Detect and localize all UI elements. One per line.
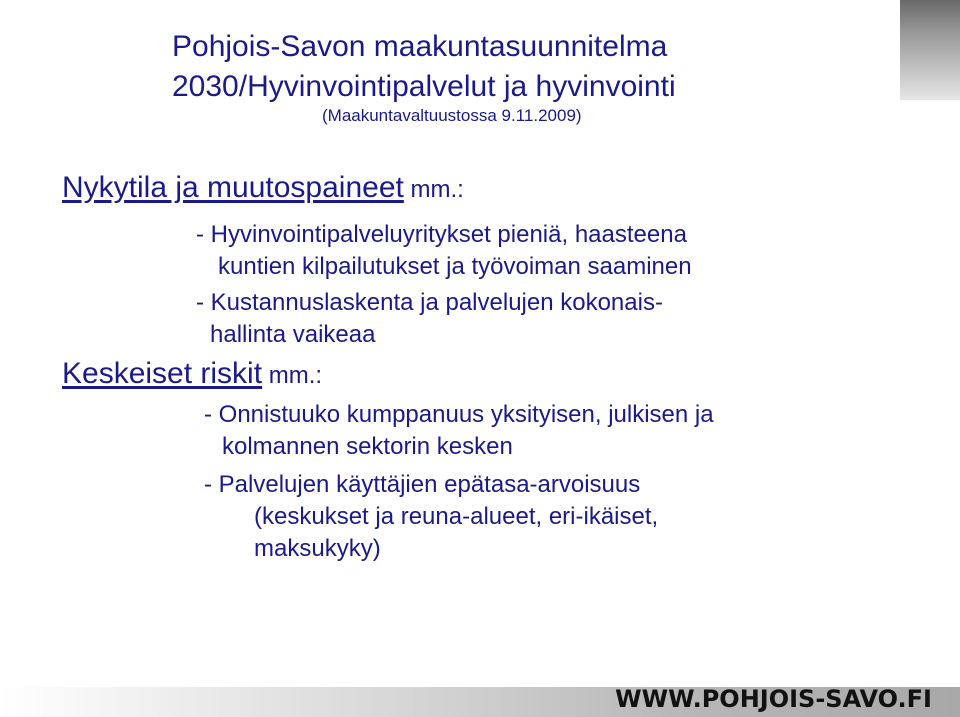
section-heading-suffix: mm.: xyxy=(262,362,323,389)
bullet-3-line-1: - Onnistuuko kumppanuus yksityisen, julkisen ja xyxy=(204,401,714,428)
slide-title xyxy=(172,30,676,126)
section-heading-riskit xyxy=(62,358,322,392)
title-subtitle: (Maakuntavaltuustossa 9.11.2009) xyxy=(322,106,582,125)
bullet-4-line-3: maksukyky) xyxy=(254,535,381,562)
bullet-4-line-2: (keskukset ja reuna-alueet, eri-ikäiset, xyxy=(254,503,659,530)
footer-bar xyxy=(0,687,960,717)
section-heading-suffix: mm.: xyxy=(403,176,464,203)
bullet-1-line-1: - Hyvinvointipalveluyritykset pieniä, haasteena xyxy=(196,221,687,248)
section-heading-nykytila xyxy=(62,172,464,206)
title-line-1: Pohjois-Savon maakuntasuunnitelma xyxy=(172,30,668,63)
bullet-1-line-2: kuntien kilpailutukset ja työvoiman saaminen xyxy=(218,253,692,280)
bullet-3-line-2: kolmannen sektorin kesken xyxy=(222,433,513,460)
title-line-2: 2030/Hyvinvointipalvelut ja hyvinvointi xyxy=(172,70,676,103)
section-heading-text: Nykytila ja muutospaineet xyxy=(62,171,404,204)
bullet-2-line-2: hallinta vaikeaa xyxy=(210,321,376,348)
footer-url[interactable]: WWW.POHJOIS-SAVO.FI xyxy=(615,685,932,713)
bullet-4-line-1: - Palvelujen käyttäjien epätasa-arvoisuus xyxy=(204,471,641,498)
bullet-2-line-1: - Kustannuslaskenta ja palvelujen kokonais- xyxy=(196,289,663,316)
section-heading-text: Keskeiset riskit xyxy=(62,357,263,390)
corner-decoration xyxy=(900,0,960,100)
